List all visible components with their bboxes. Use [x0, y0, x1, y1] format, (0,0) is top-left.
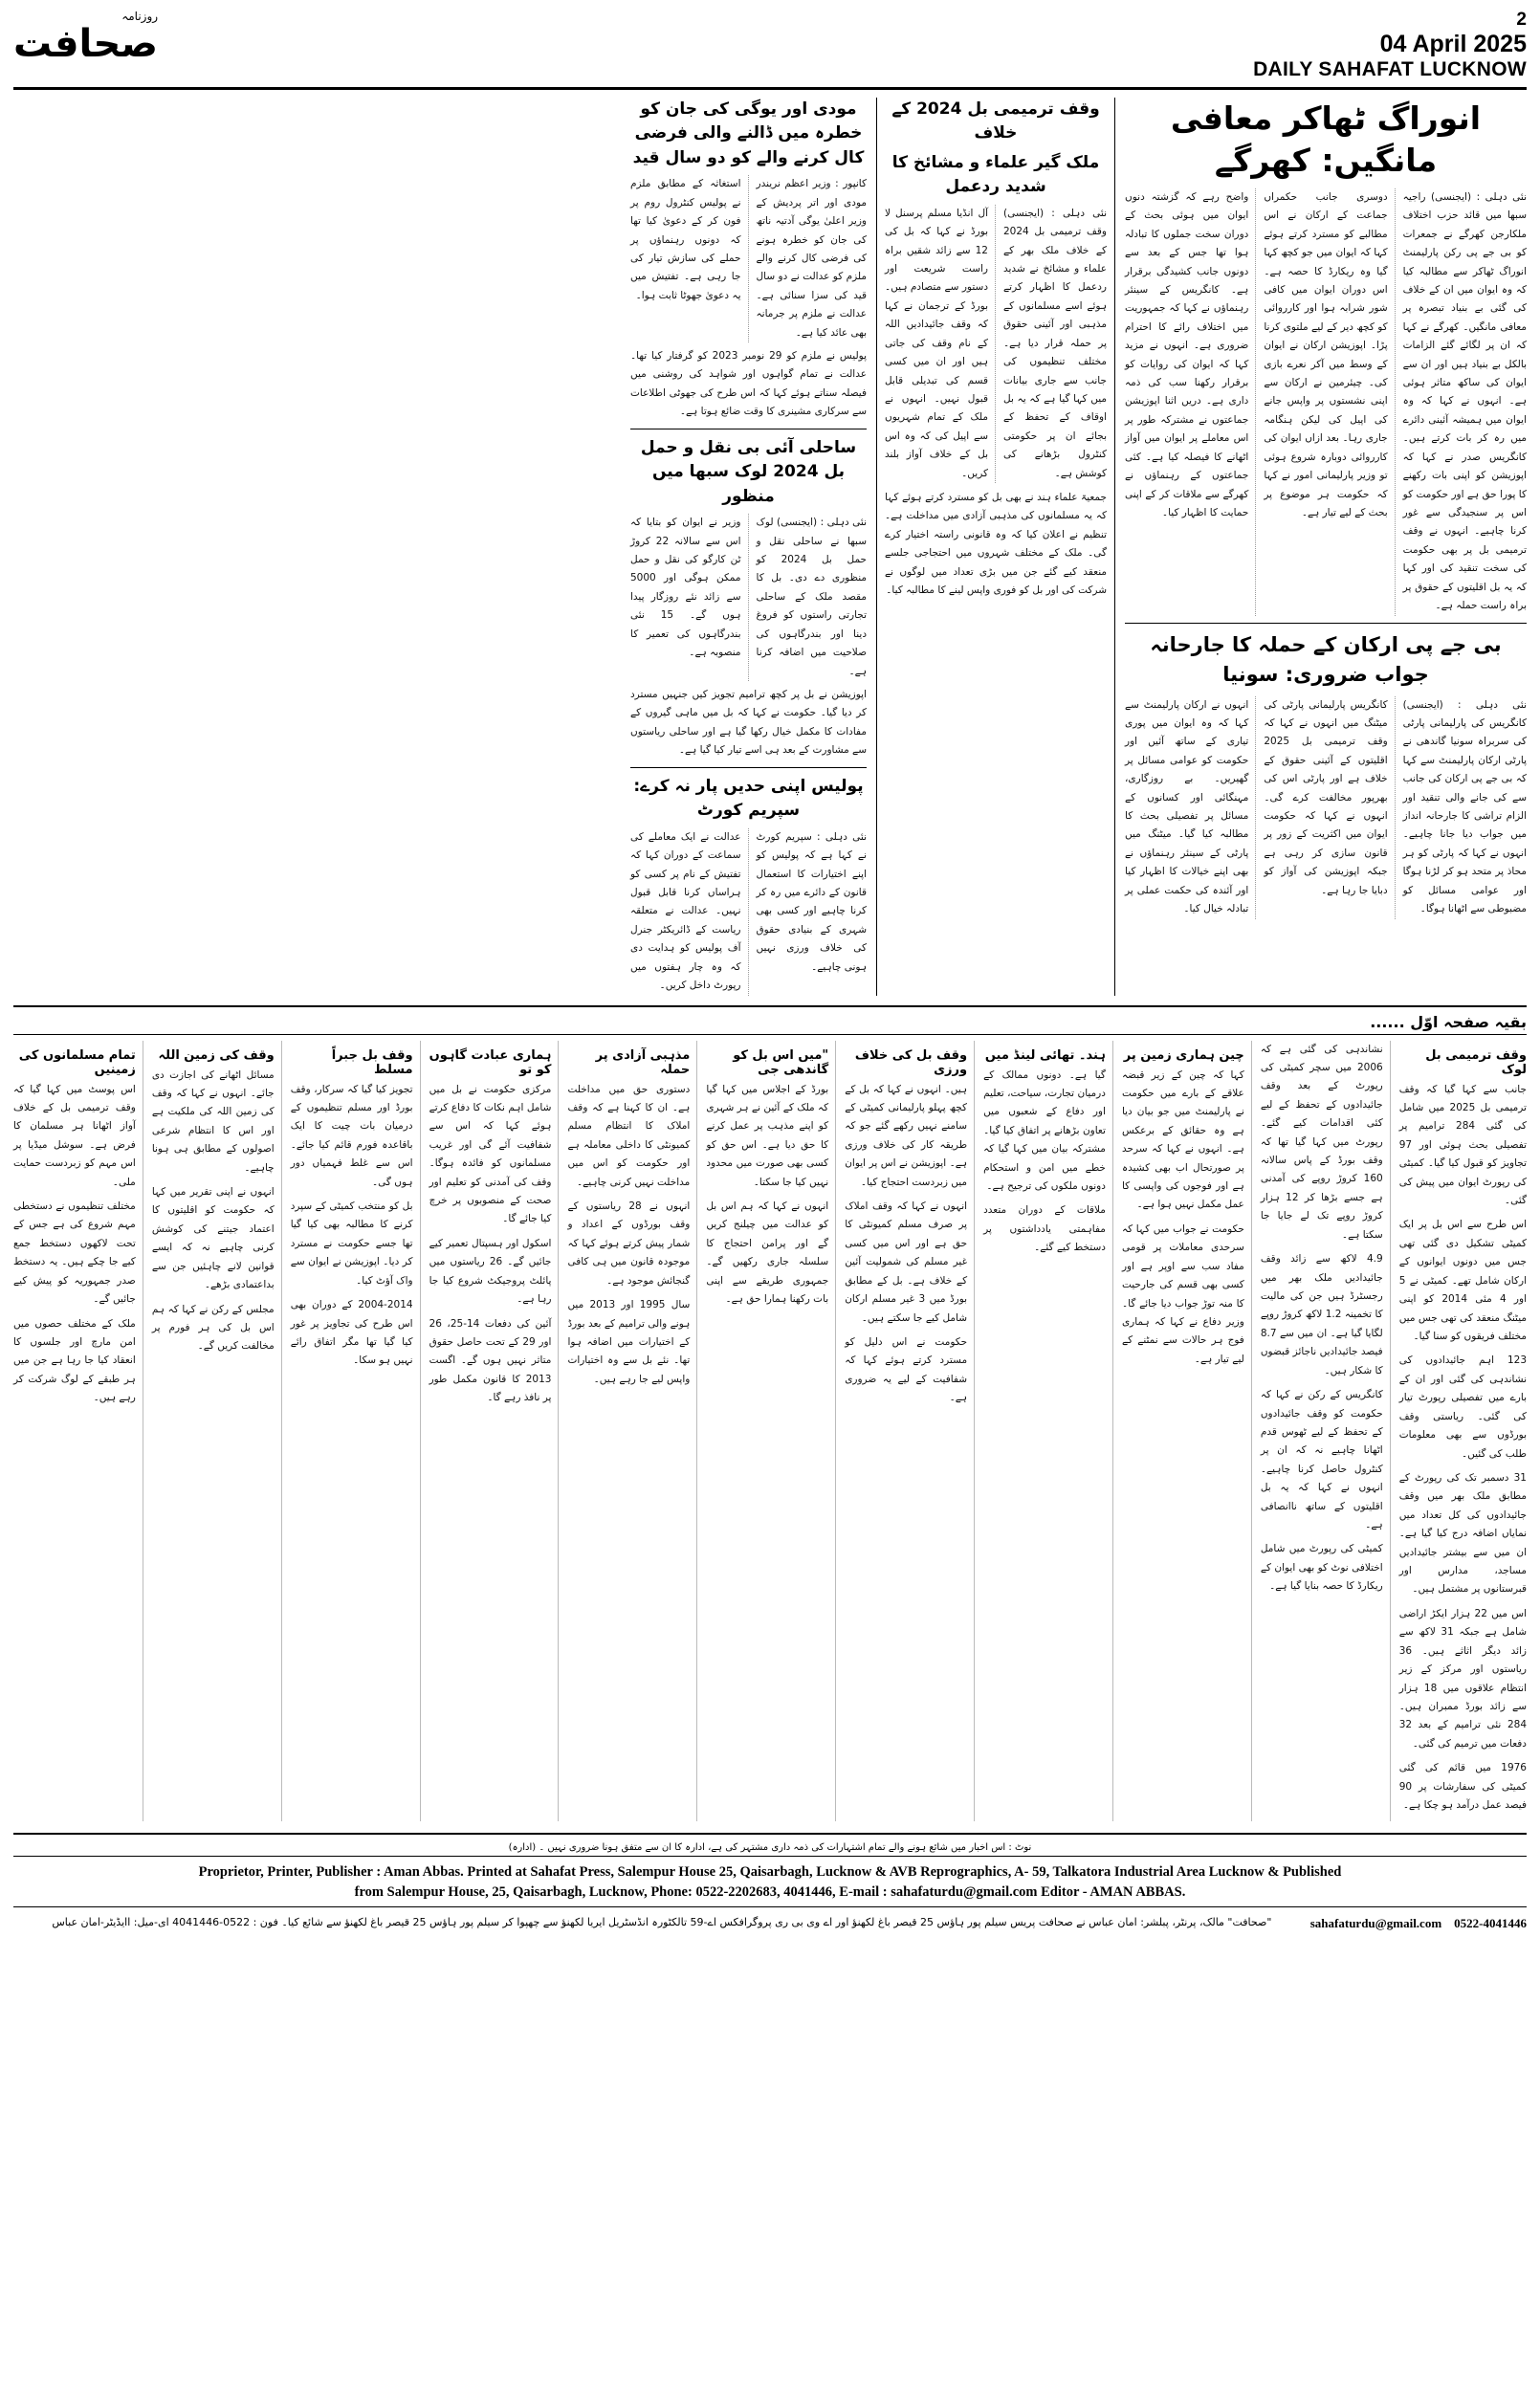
sonia-headline: بی جے پی ارکان کے حملہ کا جارحانہ جواب ضروری: سونیا	[1150, 632, 1502, 687]
continuation-columns	[13, 1041, 1527, 1821]
continuation-column	[13, 1041, 143, 1821]
modi-body-col1: کانپور : وزیر اعظم نریندر مودی اور اتر پردیش کے وزیر اعلیٰ یوگی آدتیہ ناتھ کی جان کو خطرہ ہونے کی فرضی کال کرنے والے ملزم کو عدالت نے دو سال قید کی سزا سنائی ہے۔ عدالت نے ملزم پر جرمانہ بھی عائد کیا ہے۔	[756, 178, 867, 339]
continuation-paragraph: جانب سے کہا گیا کہ وقف ترمیمی بل 2025 میں شامل کی گئی 284 ترامیم پر تفصیلی بحث ہوئی اور 97 تجاویز کو قبول کیا گیا۔ کمیٹی کی رپورٹ ایوان میں پیش کی گئی۔	[1398, 1083, 1527, 1207]
waqf-headline-2: ملک گیر علماء و مشائخ کا شدید ردعمل	[891, 152, 1100, 197]
masthead-logo	[13, 10, 159, 66]
continuation-paragraph: انہوں نے اپنی تقریر میں کہا کہ حکومت کو اقلیتوں کا اعتماد جیتنے کی کوشش کرنی چاہیے نہ کہ ایسے قوانین لانے چاہئیں جن سے بداعتمادی بڑھے۔	[151, 1186, 275, 1291]
waqf-body-col3: جمعیۃ علماء ہند نے بھی بل کو مسترد کرتے ہوئے کہا کہ یہ مسلمانوں کی مذہبی آزادی میں مداخلت ہے۔ تنظیم نے اعلان کیا کہ وہ قانونی راستہ اختیار کرے گی۔ ملک کے مختلف شہروں میں احتجاجی جلسے منعقد کیے گئے جن میں بڑی تعداد میں لوگوں نے شرکت کی اور بل کو فوری واپس لینے کا مطالبہ کیا۔	[885, 492, 1107, 597]
continuation-paragraph: مسائل اٹھانے کی اجازت دی جائے۔ انہوں نے کہا کہ وقف کی زمین اللہ کی ملکیت ہے اور اس کا انتظام شرعی اصولوں کے مطابق ہی ہونا چاہیے۔	[151, 1068, 275, 1174]
paper-name: DAILY SAHAFAT LUCKNOW	[1253, 57, 1527, 80]
continuation-column	[567, 1041, 697, 1821]
imprint-line-1: Proprietor, Printer, Publisher : Aman Abbas. Printed at Sahafat Press, Salempur House 25, Qaisarbagh, Lucknow & AVB Reprographics, A- 59, Talkatora Industrial Area Lucknow & Published	[198, 1863, 1342, 1880]
continuation-paragraph: ملاقات کے دوران متعدد مفاہمتی یادداشتوں پر دستخط کیے گئے۔	[983, 1204, 1106, 1254]
continuation-column	[152, 1041, 282, 1821]
article-waqf	[876, 98, 1115, 996]
continuation-paragraph: کمیٹی کی رپورٹ میں شامل اختلافی نوٹ کو بھی ایوان کے ریکارڈ کا حصہ بنایا گیا ہے۔	[1260, 1543, 1383, 1593]
continuation-paragraph: 1976 میں قائم کی گئی کمیٹی کی سفارشات پر 90 فیصد عمل درآمد ہو چکا ہے۔	[1398, 1762, 1527, 1812]
lead-body-col3: واضح رہے کہ گزشتہ دنوں ایوان میں ہوئی بحث کے دوران سخت جملوں کا تبادلہ ہوا تھا جس کے بعد سے دونوں جانب کشیدگی برقرار ہے۔ کانگریس کے سینئر رہنماؤں نے کہا کہ جمہوریت میں اختلاف رائے کا احترام ضروری ہے۔ انہوں نے مزید کہا کہ ایوان کی روایات کو برقرار رکھنا سب کی ذمہ داری ہے۔ دریں اثنا اپوزیشن جماعتوں نے مشترکہ طور پر اس معاملے پر ایوان میں آواز اٹھانے کا فیصلہ کیا ہے۔ کئی جماعتوں کے رہنماؤں نے کھرگے سے ملاقات کر کے اپنی حمایت کا اظہار کیا۔	[1125, 188, 1256, 616]
continuation-paragraph: اس پوسٹ میں کہا گیا کہ وقف ترمیمی بل کے خلاف آواز اٹھانا ہر مسلمان کا فرض ہے۔ سوشل میڈیا پر اس مہم کو زبردست حمایت ملی۔	[12, 1083, 136, 1188]
imprint-line-2: from Salempur House, 25, Qaisarbagh, Lucknow, Phone: 0522-2202683, 4041446, E-mail : sahafaturdu@gmail.com Editor - AMAN ABBAS.	[354, 1883, 1186, 1900]
continuation-subhead: ہند۔ تھائی لینڈ میں	[984, 1047, 1106, 1063]
lead-body-col2: دوسری جانب حکمراں جماعت کے ارکان نے اس مطالبے کو مسترد کرتے ہوئے کہا کہ ایوان میں جو کچھ کہا گیا وہ ریکارڈ کا حصہ ہے۔ اس دوران ایوان میں کافی شور شرابہ ہوا اور کارروائی کو کچھ دیر کے لیے ملتوی کرنا پڑا۔ اپوزیشن ارکان نے ایوان کے وسط میں آکر نعرے بازی کی۔ چیئرمین نے ارکان سے اپنی نشستوں پر واپس جانے کی اپیل کی لیکن ہنگامہ جاری رہا۔ بعد ازاں ایوان کی کارروائی دوبارہ شروع ہوئی تو وزیر پارلیمانی امور نے کہا کہ حکومت ہر موضوع پر بحث کے لیے تیار ہے۔	[1264, 188, 1395, 616]
continuation-subhead: وقف بل کی خلاف ورزی	[854, 1047, 968, 1077]
top-zone	[13, 98, 1527, 996]
waqf-headline-1: وقف ترمیمی بل 2024 کے خلاف	[891, 99, 1100, 143]
continuation-paragraph: انہوں نے کہا کہ ہم اس بل کو عدالت میں چیلنج کریں گے اور پرامن احتجاج کا سلسلہ جاری رکھیں گے۔ جمہوری طریقے سے اپنی بات رکھنا ہمارا حق ہے۔	[706, 1200, 829, 1306]
continuation-title: بقیہ صفحہ اوّل ......	[13, 1013, 1527, 1035]
continuation-paragraph: حکومت نے اس دلیل کو مسترد کرتے ہوئے کہا کہ شفافیت کے لیے یہ ضروری ہے۔	[845, 1335, 968, 1404]
divider	[630, 767, 867, 768]
continuation-paragraph: 2004-2014 کے دوران بھی اس طرح کی تجاویز پر غور کیا گیا تھا مگر اتفاق رائے نہیں ہو سکا۔	[290, 1299, 413, 1367]
continuation-paragraph: اسکول اور ہسپتال تعمیر کیے جائیں گے۔ 26 ریاستوں میں پائلٹ پروجیکٹ شروع کیا جا رہا ہے۔	[429, 1237, 552, 1306]
continuation-paragraph: انہوں نے کہا کہ وقف املاک پر صرف مسلم کمیونٹی کا حق ہے اور اس میں کسی غیر مسلم کی شمولیت آئین کے خلاف ہے۔ بل کے مطابق بورڈ میں 3 غیر مسلم ارکان شامل کیے جا سکتے ہیں۔	[845, 1200, 968, 1324]
modi-body-col3: پولیس نے ملزم کو 29 نومبر 2023 کو گرفتار کیا تھا۔ عدالت نے تمام گواہوں اور شواہد کی روشنی میں فیصلہ سناتے ہوئے کہا کہ اس طرح کی جھوٹی اطلاعات سے سرکاری مشینری کا وقت ضائع ہوتا ہے۔	[630, 350, 867, 418]
continuation-subhead: وقف ترمیمی بل لوک	[1425, 1047, 1527, 1077]
footer-phone: 0522-4041446	[1454, 1915, 1527, 1930]
continuation-paragraph: کہا کہ چین کے زیر قبضہ علاقے کے بارے میں حکومت نے پارلیمنٹ میں جو بیان دیا ہے وہ حقائق کے برعکس ہے۔ انہوں نے کہا کہ سرحد پر صورتحال اب بھی کشیدہ ہے اور فوجوں کی واپسی کا عمل مکمل نہیں ہوا ہے۔	[1121, 1068, 1244, 1211]
continuation-paragraph: بورڈ کے اجلاس میں کہا گیا کہ ملک کے آئین نے ہر شہری کو اپنے مذہب پر عمل کرنے کا حق دیا ہے۔ اس حق کو کسی بھی صورت میں محدود نہیں کیا جا سکتا۔	[706, 1083, 829, 1188]
footer	[13, 1833, 1527, 1934]
divider	[1125, 623, 1527, 624]
waqf-body-col2: آل انڈیا مسلم پرسنل لا بورڈ نے کہا کہ بل کی 12 سے زائد شقیں براہ راست شریعت اور دستور سے متصادم ہیں۔ بورڈ کے ترجمان نے کہا کہ وقف جائیدادیں اللہ کے نام وقف کی جاتی ہیں اور ان میں کسی قسم کی تبدیلی قابل قبول نہیں۔ انہوں نے ملک کے تمام شہریوں سے اپیل کی کہ وہ اس بل کے خلاف آواز بلند کریں۔	[885, 205, 996, 483]
continuation-paragraph: گیا ہے۔ دونوں ممالک کے درمیان تجارت، سیاحت، تعلیم اور دفاع کے شعبوں میں تعاون بڑھانے پر اتفاق کیا گیا۔ مشترکہ بیان میں کہا گیا کہ خطے میں امن و استحکام دونوں ملکوں کی ترجیح ہے۔	[983, 1068, 1106, 1193]
masthead-dateline	[1253, 10, 1527, 81]
continuation-paragraph: انہوں نے 28 ریاستوں کے وقف بورڈوں کے اعداد و شمار پیش کرتے ہوئے کہا کہ موجودہ قانون میں ہی کافی گنجائش موجود ہے۔	[567, 1200, 691, 1287]
continuation-column	[1399, 1041, 1527, 1821]
continuation-column	[1261, 1041, 1391, 1821]
continuation-paragraph: سال 1995 اور 2013 میں ہونے والی ترامیم کے بعد بورڈ کے اختیارات میں اضافہ ہوا تھا۔ نئے بل سے وہ اختیارات واپس لیے جا رہے ہیں۔	[567, 1299, 691, 1385]
waqf-body-col1: نئی دہلی : (ایجنسی) وقف ترمیمی بل 2024 کے خلاف ملک بھر کے علماء و مشائخ نے شدید ردعمل کا اظہار کرتے ہوئے اسے مسلمانوں کے مذہبی اور آئینی حقوق پر حملہ قرار دیا ہے۔ مختلف تنظیموں کی جانب سے جاری بیانات میں کہا گیا ہے کہ یہ بل اوقاف کے تحفظ کے بجائے ان پر حکومتی کنٹرول بڑھانے کی کوشش ہے۔	[1003, 207, 1107, 479]
continuation-subhead: "میں اس بل کو گاندھی جی	[733, 1047, 829, 1077]
continuation-paragraph: تجویز کیا گیا کہ سرکار، وقف بورڈ اور مسلم تنظیموں کے درمیان بات چیت کا ایک باقاعدہ فورم قائم کیا جائے۔ اس سے غلط فہمیاں دور ہوں گی۔	[290, 1083, 413, 1188]
page-number: 2	[1516, 10, 1527, 30]
coastal-body-col3: اپوزیشن نے بل پر کچھ ترامیم تجویز کیں جنہیں مسترد کر دیا گیا۔ حکومت نے کہا کہ بل میں ماہی گیروں کے مفادات کا مکمل خیال رکھا گیا ہے اور ساحلی ریاستوں سے مشاورت کے بعد ہی اسے تیار کیا گیا ہے۔	[630, 689, 867, 757]
publication-date: 04 April 2025	[1379, 30, 1527, 57]
continuation-paragraph: مختلف تنظیموں نے دستخطی مہم شروع کی ہے جس کے تحت لاکھوں دستخط جمع کیے جا چکے ہیں۔ یہ دستخط صدر جمہوریہ کو پیش کیے جائیں گے۔	[12, 1200, 136, 1306]
continuation-paragraph: دستوری حق میں مداخلت ہے۔ ان کا کہنا ہے کہ وقف املاک کا انتظام مسلم کمیونٹی کا داخلی معاملہ ہے اور حکومت کو اس میں مداخلت نہیں کرنی چاہیے۔	[567, 1083, 691, 1188]
police-body-col2: عدالت نے ایک معاملے کی سماعت کے دوران کہا کہ تفتیش کے نام پر کسی کو ہراساں کرنا قابل قبول نہیں۔ عدالت نے متعلقہ ریاست کے ڈائریکٹر جنرل آف پولیس کو ہدایت دی کہ وہ چار ہفتوں میں رپورٹ داخل کریں۔	[630, 828, 749, 996]
coastal-body-col2: وزیر نے ایوان کو بتایا کہ اس سے سالانہ 22 کروڑ ٹن کارگو کی نقل و حمل ممکن ہوگی اور 5000 سے زائد نئے روزگار پیدا ہوں گے۔ 15 نئی بندرگاہوں کی تعمیر کا منصوبہ ہے۔	[630, 514, 749, 681]
modi-body-col2: استغاثہ کے مطابق ملزم نے پولیس کنٹرول روم پر فون کر کے دعویٰ کیا تھا کہ دونوں رہنماؤں پر حملے کی سازش تیار کی جا رہی ہے۔ تفتیش میں یہ دعویٰ جھوٹا ثابت ہوا۔	[630, 175, 749, 342]
continuation-paragraph: ہیں۔ انہوں نے کہا کہ بل کے کچھ پہلو پارلیمانی کمیٹی کے سامنے نہیں رکھے گئے جو کہ طریقہ کار کی خلاف ورزی ہے۔ اپوزیشن نے اس پر ایوان میں زبردست احتجاج کیا۔	[845, 1083, 968, 1188]
continuation-subhead: وقف بل جبراً مسلط	[331, 1047, 413, 1077]
article-lead	[1125, 98, 1527, 996]
continuation-paragraph: آئین کی دفعات 14-25، 26 اور 29 کے تحت حاصل حقوق متاثر نہیں ہوں گے۔ اگست 2013 کا قانون مکمل طور پر نافذ رہے گا۔	[429, 1317, 552, 1404]
continuation-column	[291, 1041, 421, 1821]
police-headline: پولیس اپنی حدیں پار نہ کرے: سپریم کورٹ	[633, 776, 864, 821]
continuation-paragraph: مرکزی حکومت نے بل میں شامل اہم نکات کا دفاع کرتے ہوئے کہا کہ اس سے شفافیت آئے گی اور غریب مسلمانوں کو فائدہ ہوگا۔ وقف کی آمدنی کو تعلیم اور صحت کے منصوبوں پر خرچ کیا جائے گا۔	[429, 1083, 552, 1225]
continuation-column	[429, 1041, 560, 1821]
lead-headline: انوراگ ٹھاکر معافی مانگیں: کھرگے	[1170, 99, 1482, 180]
continuation-paragraph: کانگریس کے رکن نے کہا کہ حکومت کو وقف جائیدادوں کے تحفظ کے لیے ٹھوس قدم اٹھانا چاہیے نہ کہ ان پر کنٹرول حاصل کرنا چاہیے۔ انہوں نے کہا کہ یہ بل اقلیتوں کے ساتھ ناانصافی ہے۔	[1260, 1389, 1383, 1531]
continuation-subhead: وقف کی زمین اللہ	[158, 1047, 275, 1063]
masthead	[13, 10, 1527, 90]
continuation-paragraph: ملک کے مختلف حصوں میں امن مارچ اور جلسوں کا انعقاد کیا جا رہا ہے جن میں ہر طبقے کے لوگ شرکت کر رہے ہیں۔	[12, 1317, 136, 1404]
continuation-subhead: تمام مسلمانوں کی زمینیں	[18, 1047, 136, 1077]
continuation-column	[845, 1041, 975, 1821]
modi-headline: مودی اور یوگی کی جان کو خطرہ میں ڈالنے والی فرضی کال کرنے والے کو دو سال قید	[632, 99, 865, 167]
article-modi	[623, 98, 867, 996]
advert-disclaimer: نوٹ : اس اخبار میں شائع ہونے والے تمام اشتہارات کی ذمہ داری مشتہر کی ہے، ادارہ کا ان سے متفق ہونا ضروری نہیں ۔ (ادارہ)	[13, 1839, 1527, 1857]
sonia-body-col2: کانگریس پارلیمانی پارٹی کی میٹنگ میں انہوں نے کہا کہ وقف ترمیمی بل 2025 اقلیتوں کے آئینی حقوق کے خلاف ہے اور پارٹی اس کی بھرپور مخالفت کرے گی۔ انہوں نے کہا کہ حکومت ایوان میں اکثریت کے زور پر قانون سازی کر رہی ہے جبکہ اپوزیشن کی آواز کو دبایا جا رہا ہے۔	[1264, 696, 1395, 919]
continuation-paragraph: مجلس کے رکن نے کہا کہ ہم اس بل کی ہر فورم پر مخالفت کریں گے۔	[151, 1303, 275, 1353]
continuation-column	[983, 1041, 1113, 1821]
logo-title: صحافت	[13, 22, 159, 66]
continuation-paragraph: حکومت نے جواب میں کہا کہ سرحدی معاملات پر قومی مفاد سب سے اوپر ہے اور کسی بھی قسم کی جارحیت کا منہ توڑ جواب دیا جائے گا۔ وزیر دفاع نے کہا کہ ہماری فوج ہر حالات سے نمٹنے کے لیے تیار ہے۔	[1121, 1222, 1244, 1365]
continuation-paragraph: اس طرح سے اس بل پر ایک کمیٹی تشکیل دی گئی تھی جس میں دونوں ایوانوں کے ارکان شامل تھے۔ کمیٹی نے 5 اور 4 مئی 2014 کو اپنی میٹنگ منعقد کی تھی جس میں مختلف فریقوں کو سنا گیا۔	[1398, 1219, 1527, 1342]
lead-body-col1: نئی دہلی : (ایجنسی) راجیہ سبھا میں قائد حزب اختلاف ملکارجن کھرگے نے جمعرات کو بی جے پی رکن پارلیمنٹ انوراگ ٹھاکر سے مطالبہ کیا کہ وہ ایوان میں ان کے خلاف کی گئی بے بنیاد تبصرہ پر معافی مانگیں۔ کھرگے نے کہا کہ ان پر لگائے گئے الزامات بالکل بے بنیاد ہیں اور ان سے ایوان کی ساکھ متاثر ہوئی ہے۔ انہوں نے کہا کہ وہ ایوان میں ہمیشہ آئینی دائرے میں رہ کر بات کرتے ہیں۔ کانگریس صدر نے کہا کہ اپوزیشن کو اپنی بات رکھنے کا پورا حق ہے اور حکومت کو اس پر سنجیدگی سے غور کرنا چاہیے۔ انہوں نے وقف ترمیمی بل پر بھی حکومت کی سخت تنقید کی اور کہا کہ یہ بل اقلیتوں کے حقوق پر براہ راست حملہ ہے۔	[1402, 190, 1527, 612]
logo-subtitle: روزنامہ	[121, 10, 159, 23]
footer-contact	[1310, 1912, 1527, 1934]
continuation-column	[706, 1041, 836, 1821]
continuation-paragraph: 123 اہم جائیدادوں کی نشاندہی کی گئی اور ان کے بارے میں تفصیلی رپورٹ تیار کی گئی۔ ریاستی وقف بورڈوں سے بھی معلومات طلب کی گئیں۔	[1398, 1354, 1527, 1460]
imprint-urdu-text: "صحافت" مالک، پرنٹر، پبلشر: امان عباس نے صحافت پریس سیلم پور ہاؤس 25 قیصر باغ لکھنؤ اور اے وی بی ری پروگرافکس اے-59 تالکٹورہ انڈسٹریل ایریا لکھنؤ سے چھپوا کر سیلم پور ہاؤس 25 قیصر باغ لکھنؤ سے شائع کیا۔ فون : 0522-4041446 ای-میل: اایڈیٹر-امان عباس	[52, 1916, 1272, 1929]
continuation-paragraph: بل کو منتخب کمیٹی کے سپرد کرنے کا مطالبہ بھی کیا گیا تھا جسے حکومت نے مسترد کر دیا۔ اپوزیشن نے ایوان سے واک آؤٹ کیا۔	[290, 1200, 413, 1287]
continuation-paragraph: 4.9 لاکھ سے زائد وقف جائیدادیں ملک بھر میں رجسٹرڈ ہیں جن کی مالیت کا تخمینہ 1.2 لاکھ کروڑ روپے لگایا گیا ہے۔ ان میں سے 8.7 فیصد جائیدادیں ناجائز قبضوں کا شکار ہیں۔	[1260, 1253, 1383, 1376]
continuation-paragraph: 31 دسمبر تک کی رپورٹ کے مطابق ملک بھر میں وقف جائیدادوں کی کل تعداد میں نمایاں اضافہ درج کیا گیا ہے۔ ان میں سے بیشتر جائیدادیں مساجد، مدارس اور قبرستانوں پر مشتمل ہیں۔	[1398, 1471, 1527, 1596]
continuation-paragraph: اس میں 22 ہزار ایکڑ اراضی شامل ہے جبکہ 31 لاکھ سے زائد دیگر اثاثے ہیں۔ 36 ریاستوں اور مرکز کے زیر انتظام علاقوں میں 18 ہزار سے زائد بورڈ ممبران ہیں۔ 284 نئی ترامیم کے بعد 32 دفعات میں ترمیم کی گئی۔	[1398, 1607, 1527, 1750]
sonia-body-col1: نئی دہلی : (ایجنسی) کانگریس کی پارلیمانی پارٹی کی سربراہ سونیا گاندھی نے پارٹی ارکان پارلیمنٹ سے کہا کہ بی جے پی ارکان کی جانب سے کی جانے والی تنقید اور الزام تراشی کا جارحانہ انداز میں جواب دیا جانا چاہیے۔ انہوں نے کہا کہ پارٹی کو ہر محاذ پر متحد ہو کر لڑنا ہوگا اور عوامی مسائل کو مضبوطی سے اٹھانا ہوگا۔	[1402, 698, 1527, 915]
continuation-subhead: چین ہماری زمین پر	[1123, 1047, 1244, 1063]
coastal-body-col1: نئی دہلی : (ایجنسی) لوک سبھا نے ساحلی نقل و حمل بل 2024 کو منظوری دے دی۔ بل کا مقصد ملک کے ساحلی تجارتی راستوں کو فروغ دینا اور بندرگاہوں کی صلاحیت میں اضافہ کرنا ہے۔	[756, 517, 867, 677]
coastal-headline: ساحلی آئی بی نقل و حمل بل 2024 لوک سبھا میں منظور	[640, 437, 857, 506]
continuation-paragraph: نشاندہی کی گئی ہے کہ 2006 میں سچر کمیٹی کی رپورٹ کے بعد وقف جائیدادوں کے تحفظ کے لیے کئی اقدامات کیے گئے۔ رپورٹ میں کہا گیا تھا کہ وقف بورڈ کے پاس سالانہ 160 کروڑ روپے کی آمدنی ہے جسے بڑھا کر 12 ہزار کروڑ روپے تک لے جایا جا سکتا ہے۔	[1260, 1043, 1383, 1241]
police-body-col1: نئی دہلی : سپریم کورٹ نے کہا ہے کہ پولیس کو اپنے اختیارات کا استعمال قانون کے دائرے میں رہ کر کرنا چاہیے اور کسی بھی شہری کے بنیادی حقوق کی خلاف ورزی نہیں ہونی چاہیے۔	[756, 830, 867, 973]
continuation-column	[1122, 1041, 1252, 1821]
continuation-subhead: ہماری عبادت گاہوں کو تو	[429, 1047, 552, 1077]
sonia-body-col3: انہوں نے ارکان پارلیمنٹ سے کہا کہ وہ ایوان میں پوری تیاری کے ساتھ آئیں اور حکومت کو عوامی مسائل پر گھیریں۔ بے روزگاری، مہنگائی اور کسانوں کے مسائل پر تفصیلی بحث کا مطالبہ کیا گیا۔ میٹنگ میں پارٹی کے سینئر رہنماؤں نے بھی اپنے خیالات کا اظہار کیا اور آئندہ کی حکمت عملی پر تبادلہ خیال کیا۔	[1125, 696, 1256, 919]
continuation-subhead: مذہبی آزادی پر حملہ	[595, 1047, 691, 1077]
imprint-urdu-block	[13, 1906, 1527, 1934]
footer-email[interactable]: sahafaturdu@gmail.com	[1309, 1915, 1442, 1930]
imprint-block	[13, 1857, 1527, 1906]
continuation-section	[13, 1005, 1527, 1821]
